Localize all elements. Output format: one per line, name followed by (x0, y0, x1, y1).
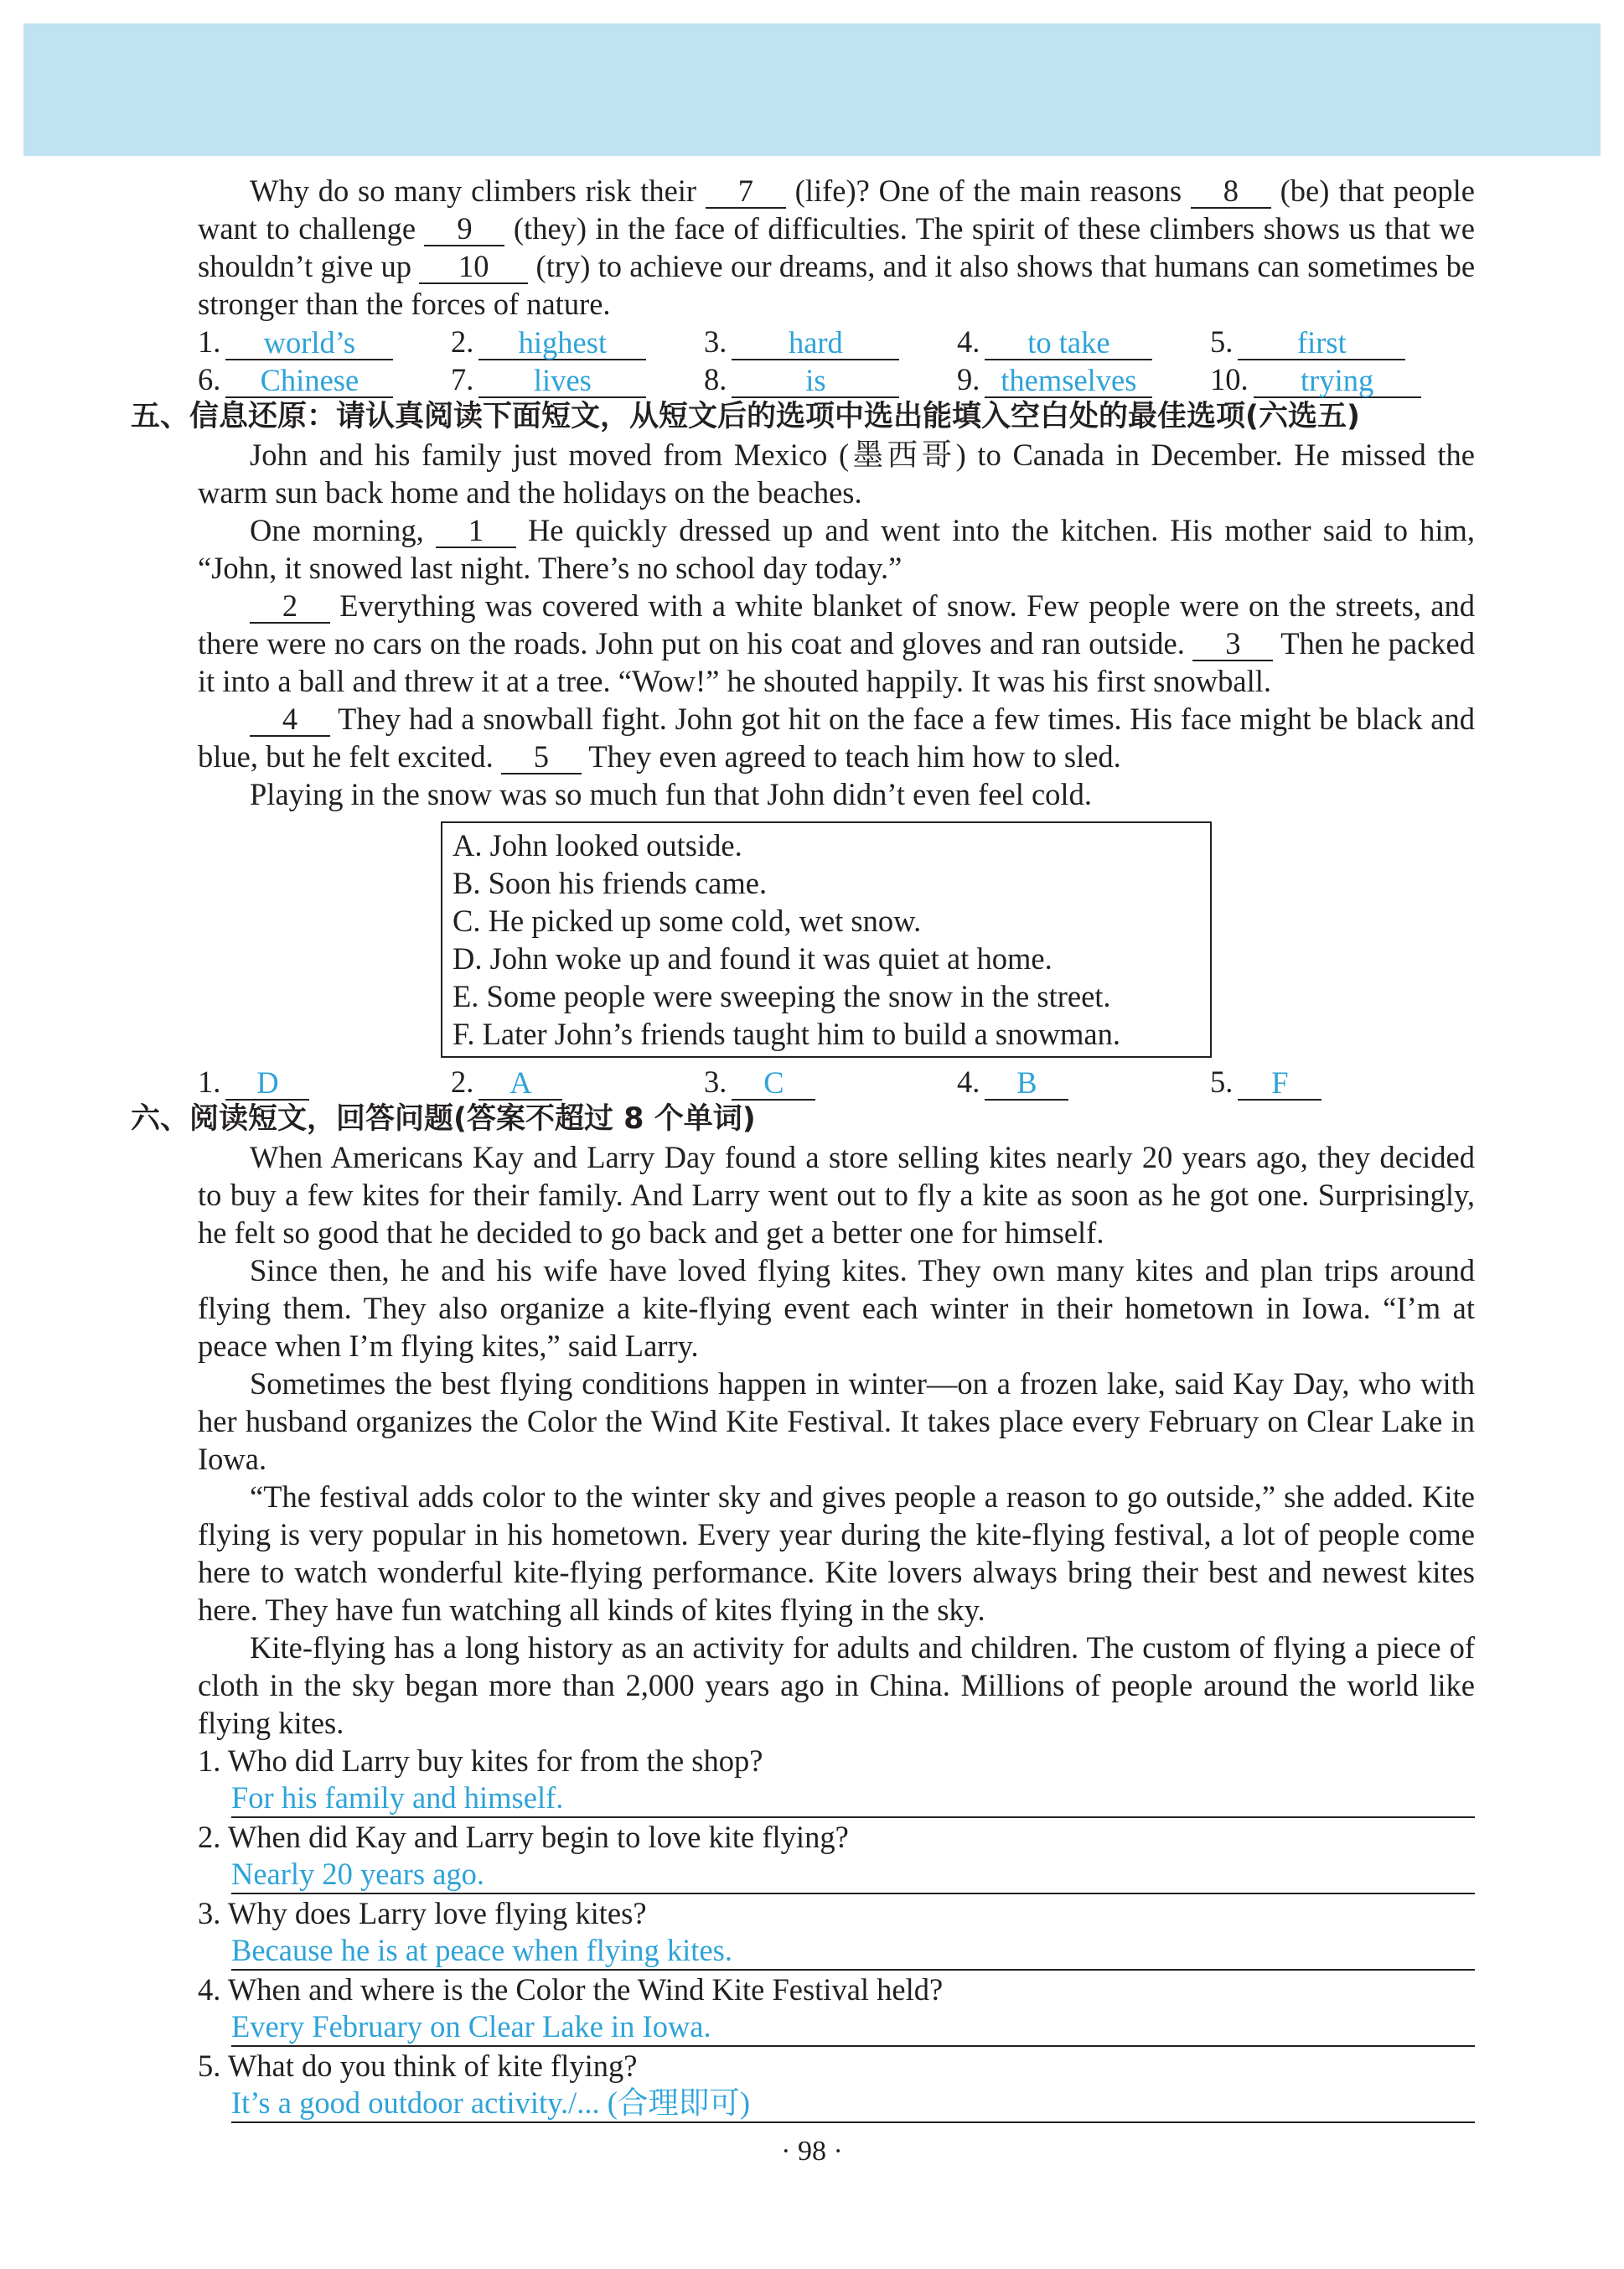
section-6-paragraph: Kite-flying has a long history as an activity for adults and children. The custom of flying a piece of cloth in the sky began more than 2,000 years ago in China. Millions of people around the world like flying kites. (198, 1630, 1475, 1740)
section-6-paragraph: Since then, he and his wife have loved flying kites. They own many kites and plan trips around flying them. They also organize a kite-flying event each winter in their hometown in Iowa. “I’m at peace when I’m flying kites,” said Larry. (198, 1253, 1475, 1363)
answer-item (957, 1063, 1210, 1101)
question: 4. When and where is the Color the Wind Kite Festival held? (198, 1972, 944, 2007)
blank-9: 9 (424, 213, 504, 246)
section-5-paragraph: Playing in the snow was so much fun that John didn’t even feel cold. (250, 777, 1092, 811)
option-d: D. John woke up and found it was quiet at home. (453, 941, 1052, 976)
blank-7: 7 (706, 175, 786, 209)
question: 3. Why does Larry love flying kites? (198, 1896, 647, 1930)
blank-2: 2 (250, 590, 330, 624)
text-run: They even agreed to teach him how to sled. (588, 739, 1121, 774)
option-c: C. He picked up some cold, wet snow. (453, 904, 922, 938)
answer-item (451, 360, 704, 398)
answer-number: 4. (957, 324, 980, 359)
answer-number: 3. (704, 1065, 727, 1099)
answer-fill: themselves (985, 365, 1152, 398)
answer-item (1210, 323, 1463, 360)
section-6-paragraph: When Americans Kay and Larry Day found a store selling kites nearly 20 years ago, they decided to buy a few kites for their family. And Larry went out to fly a kite as soon as he got one. Surprisingly, he felt so good that he decided to go back and get a better one for himself. (198, 1140, 1475, 1250)
answer-item (704, 1063, 957, 1101)
option-a: A. John looked outside. (453, 828, 742, 863)
question: 1. Who did Larry buy kites for from the shop? (198, 1743, 763, 1778)
blank-10: 10 (419, 251, 528, 284)
header-band (23, 23, 1601, 156)
blank-3: 3 (1192, 628, 1273, 661)
answer-line: Nearly 20 years ago. (231, 1856, 1475, 1894)
text-run: Then he packed it into a ball and threw it at a tree. “Wow!” he shouted happily. It was his first snowball. (198, 626, 1476, 698)
blank-5: 5 (501, 741, 582, 774)
answer-fill: D (225, 1067, 309, 1101)
option-e: E. Some people were sweeping the snow in the street. (453, 979, 1111, 1013)
answer-item (704, 323, 957, 360)
section-5-paragraph (198, 700, 1475, 775)
text-run: One morning, (250, 513, 424, 547)
answer-fill: world’s (225, 327, 393, 360)
section-6-paragraph: Sometimes the best flying conditions happen in winter—on a frozen lake, said Kay Day, who with her husband organizes the Color the Wind Kite Festival. It takes place every February on Clear Lake in Iowa. (198, 1366, 1475, 1476)
answer-number: 9. (957, 362, 980, 396)
section-5-paragraph (198, 587, 1475, 700)
section-5-title: 五、信息还原：请认真阅读下面短文，从短文后的选项中选出能填入空白处的最佳选项(六选五) (131, 400, 1360, 433)
answer-fill: B (985, 1067, 1068, 1101)
text-run: (try) to achieve our dreams, and it also shows that humans can sometimes be stronger than the forces of nature. (198, 249, 1476, 321)
answer-fill: hard (732, 327, 899, 360)
blank-1: 1 (436, 515, 516, 548)
answer-number: 4. (957, 1065, 980, 1099)
answer-number: 2. (451, 324, 474, 359)
answer-number: 2. (451, 1065, 474, 1099)
answer-line: Every February on Clear Lake in Iowa. (231, 2008, 1475, 2047)
answer-fill: Chinese (225, 365, 393, 398)
answer-fill: lives (478, 365, 646, 398)
answer-number: 3. (704, 324, 727, 359)
answer-number: 6. (198, 362, 221, 396)
question: 2. When did Kay and Larry begin to love kite flying? (198, 1820, 849, 1854)
answer-item (704, 360, 957, 398)
section-6-title: 六、阅读短文，回答问题(答案不超过 8 个单词) (131, 1102, 756, 1136)
answer-number: 5. (1210, 1065, 1234, 1099)
blank-8: 8 (1191, 175, 1271, 209)
text-run: They had a snowball fight. John got hit on the face a few times. His face might be black and blue, but he felt excited. (198, 702, 1476, 774)
option-b: B. Soon his friends came. (453, 866, 768, 900)
text-run: (they) in the face of difficulties. The spirit of these climbers shows us that we shouldn’t give up (198, 211, 1475, 283)
answer-line: For his family and himself. (231, 1779, 1475, 1818)
answer-row (198, 1063, 1475, 1101)
option-f: F. Later John’s friends taught him to build a snowman. (453, 1017, 1120, 1051)
answer-fill: is (732, 365, 899, 398)
answer-fill: first (1238, 327, 1405, 360)
section-6-paragraph: “The festival adds color to the winter sky and gives people a reason to go outside,” she added. Kite flying is very popular in his hometown. Every year during the kite-flying festival, a lot of people come here to watch wonderful kite-flying performance. Kite lovers always bring their best and newest kites here. They have fun watching all kinds of kites flying in the sky. (198, 1479, 1475, 1627)
options-box (441, 821, 1212, 1058)
answer-number: 7. (451, 362, 474, 396)
text-run: He quickly dressed up and went into the kitchen. His mother said to him, “John, it snowed last night. There’s no school day today.” (198, 513, 1476, 585)
answer-fill: F (1238, 1067, 1321, 1101)
answer-number: 1. (198, 324, 221, 359)
answer-item (198, 360, 451, 398)
answer-fill: A (478, 1067, 562, 1101)
answer-item (957, 323, 1210, 360)
answer-number: 5. (1210, 324, 1234, 359)
answer-item (1210, 360, 1463, 398)
question: 5. What do you think of kite flying? (198, 2049, 638, 2083)
answer-item (198, 1063, 451, 1101)
answer-item (451, 1063, 704, 1101)
answer-line: Because he is at peace when flying kites. (231, 1932, 1475, 1971)
answer-fill: to take (985, 327, 1152, 360)
answer-fill: highest (478, 327, 646, 360)
passage-continuation (198, 172, 1475, 323)
page-number: · 98 · (781, 2136, 843, 2167)
answer-fill: trying (1254, 365, 1421, 398)
answer-fill: C (732, 1067, 815, 1101)
text-run: (life)? One of the main reasons (794, 174, 1182, 208)
blank-4: 4 (250, 703, 330, 737)
answer-item (1210, 1063, 1463, 1101)
text-run: Why do so many climbers risk their (250, 174, 697, 208)
text-run: (be) that people want to challenge (198, 174, 1476, 246)
section-5-paragraph: John and his family just moved from Mexico (墨西哥) to Canada in December. He missed the warm sun back home and the holidays on the beaches. (198, 438, 1475, 510)
answer-item (957, 360, 1210, 398)
answer-row (198, 360, 1475, 398)
answer-row (198, 323, 1475, 360)
section-5-paragraph (198, 511, 1475, 587)
answer-line: It’s a good outdoor activity./... (合理即可) (231, 2085, 1475, 2123)
text-run: Everything was covered with a white blanket of snow. Few people were on the streets, and there were no cars on the roads. John put on his coat and gloves and ran outside. (198, 588, 1475, 660)
answer-item (451, 323, 704, 360)
answer-item (198, 323, 451, 360)
answer-number: 8. (704, 362, 727, 396)
answer-number: 1. (198, 1065, 221, 1099)
page-content (131, 172, 1476, 2123)
answer-number: 10. (1210, 362, 1249, 396)
